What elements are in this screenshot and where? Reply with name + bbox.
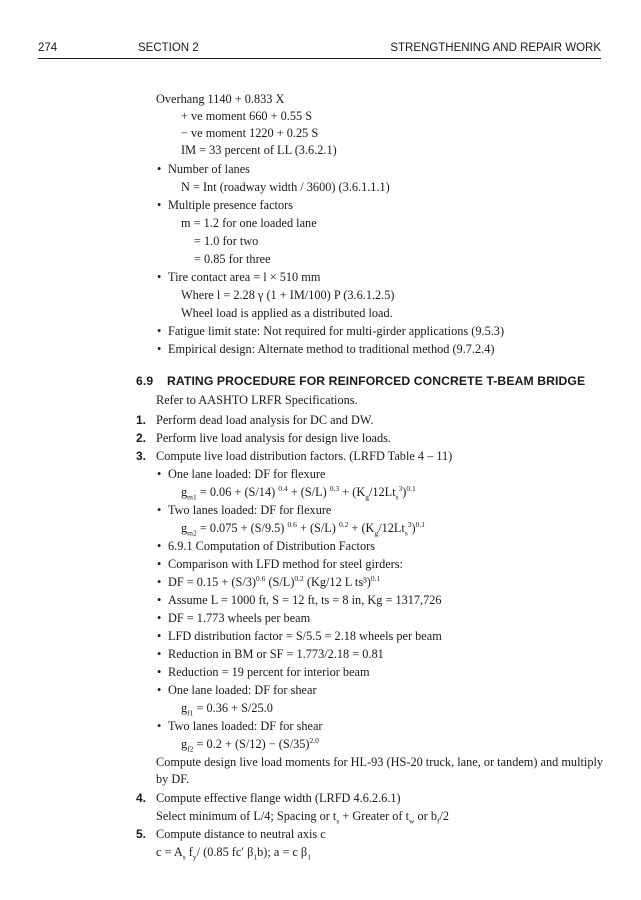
step-text: Perform dead load analysis for DC and DW.	[156, 413, 374, 427]
bullet: •	[157, 198, 162, 212]
text-line: − ve moment 1220 + 0.25 S	[181, 126, 319, 140]
text-line: = 1.0 for two	[194, 234, 259, 248]
bullet-item: Reduction in BM or SF = 1.773/2.18 = 0.81	[168, 647, 384, 661]
bullet: •	[157, 324, 162, 338]
section-label: SECTION 2	[138, 42, 199, 54]
step-number: 5.	[136, 827, 147, 841]
bullet: •	[157, 719, 162, 733]
text-line: N = Int (roadway width / 3600) (3.6.1.1.1)	[181, 180, 390, 194]
page-number: 274	[38, 42, 58, 54]
formula-line: $g_{m2} = 0.075 + (S/9.5) ^{0.6} + (S/L) ^{0.2} + (K_g/12Lt_s^3)^{0.1}$	[181, 519, 425, 538]
text-line: + ve moment 660 + 0.55 S	[181, 109, 313, 123]
text-line: m = 1.2 for one loaded lane	[181, 216, 317, 230]
header-rule	[38, 58, 601, 59]
bullet-item: Reduction = 19 percent for interior beam	[168, 665, 370, 679]
bullet: •	[157, 683, 162, 697]
bullet-item: Comparison with LFD method for steel girders:	[168, 557, 403, 571]
bullet-item: Multiple presence factors	[168, 198, 293, 212]
bullet-item: One lane loaded: DF for flexure	[168, 467, 326, 481]
bullet-item: Assume L = 1000 ft, S = 12 ft, ts = 8 in, Kg = 1317,726	[168, 593, 442, 607]
text-line: IM = 33 percent of LL (3.6.2.1)	[181, 143, 337, 157]
bullet: •	[157, 647, 162, 661]
formula-line: $c = A_s$ $f_y/$ (0.85 fc′ $\beta_1b$); a = c $\beta_1$	[156, 845, 311, 862]
text-line: by DF.	[156, 772, 190, 786]
bullet: •	[157, 629, 162, 643]
bullet: •	[157, 503, 162, 517]
step-text: Compute live load distribution factors. (LRFD Table 4 – 11)	[156, 449, 453, 463]
bullet: •	[157, 611, 162, 625]
bullet-item: DF = 1.773 wheels per beam	[168, 611, 311, 625]
bullet-item: 6.9.1 Computation of Distribution Factors	[168, 539, 375, 553]
step-number: 4.	[136, 791, 147, 805]
text-line: = 0.85 for three	[194, 252, 271, 266]
bullet-item: Two lanes loaded: DF for shear	[168, 719, 323, 733]
bullet-item: Fatigue limit state: Not required for multi-girder applications (9.5.3)	[168, 324, 505, 338]
bullet: •	[157, 162, 162, 176]
bullet-item: Two lanes loaded: DF for flexure	[168, 503, 332, 517]
bullet: •	[157, 575, 162, 589]
text-line: Overhang 1140 + 0.833 X	[156, 92, 285, 106]
step-number: 2.	[136, 431, 147, 445]
formula-line: $g_{f2} = 0.2 + (S/12) - (S/35)^{2.0}$	[181, 735, 319, 754]
formula-line: $g_{m1} = 0.06 + (S/14) ^{0.4} + (S/L) ^{0.3} + (K_g/12Lt_s^3)^{0.1}$	[181, 483, 416, 502]
section-heading: RATING PROCEDURE FOR REINFORCED CONCRETE T-BEAM BRIDGE	[167, 374, 586, 388]
bullet-item: Number of lanes	[168, 162, 250, 176]
bullet: •	[157, 665, 162, 679]
bullet: •	[157, 557, 162, 571]
bullet-item: DF = $0.15 + (S/3)^{0.6}$ $(S/L)^{0.2}$ (Kg/12 L ts³)$^{0.1}$	[168, 573, 381, 589]
page-header	[38, 38, 601, 58]
text-line: Refer to AASHTO LRFR Specifications.	[156, 393, 358, 407]
text-line: Wheel load is applied as a distributed load.	[181, 306, 393, 320]
step-text: Compute distance to neutral axis c	[156, 827, 326, 841]
formula-line: $g_{f1} = 0.36 + S/25.0$	[181, 701, 273, 718]
formula-line: Select minimum of L/4; Spacing or $t_s$ + Greater of $t_w$ or $b_f/2$	[156, 809, 450, 826]
running-title: STRENGTHENING AND REPAIR WORK	[390, 42, 601, 54]
step-text: Perform live load analysis for design live loads.	[156, 431, 391, 445]
step-text: Compute effective flange width (LRFD 4.6.2.6.1)	[156, 791, 401, 805]
bullet-item: Empirical design: Alternate method to traditional method (9.7.2.4)	[168, 342, 495, 356]
text-line: Where l = 2.28 γ (1 + IM/100) P (3.6.1.2.5)	[181, 288, 395, 302]
bullet-item: One lane loaded: DF for shear	[168, 683, 317, 697]
text-line: Compute design live load moments for HL-93 (HS-20 truck, lane, or tandem) and multiply	[156, 755, 604, 769]
bullet: •	[157, 270, 162, 284]
bullet-item: LFD distribution factor = S/5.5 = 2.18 wheels per beam	[168, 629, 442, 643]
bullet: •	[157, 539, 162, 553]
section-number: 6.9	[136, 374, 154, 388]
step-number: 1.	[136, 413, 147, 427]
bullet-item: Tire contact area = l × 510 mm	[168, 270, 321, 284]
step-number: 3.	[136, 449, 147, 463]
bullet: •	[157, 342, 162, 356]
bullet: •	[157, 593, 162, 607]
bullet: •	[157, 467, 162, 481]
